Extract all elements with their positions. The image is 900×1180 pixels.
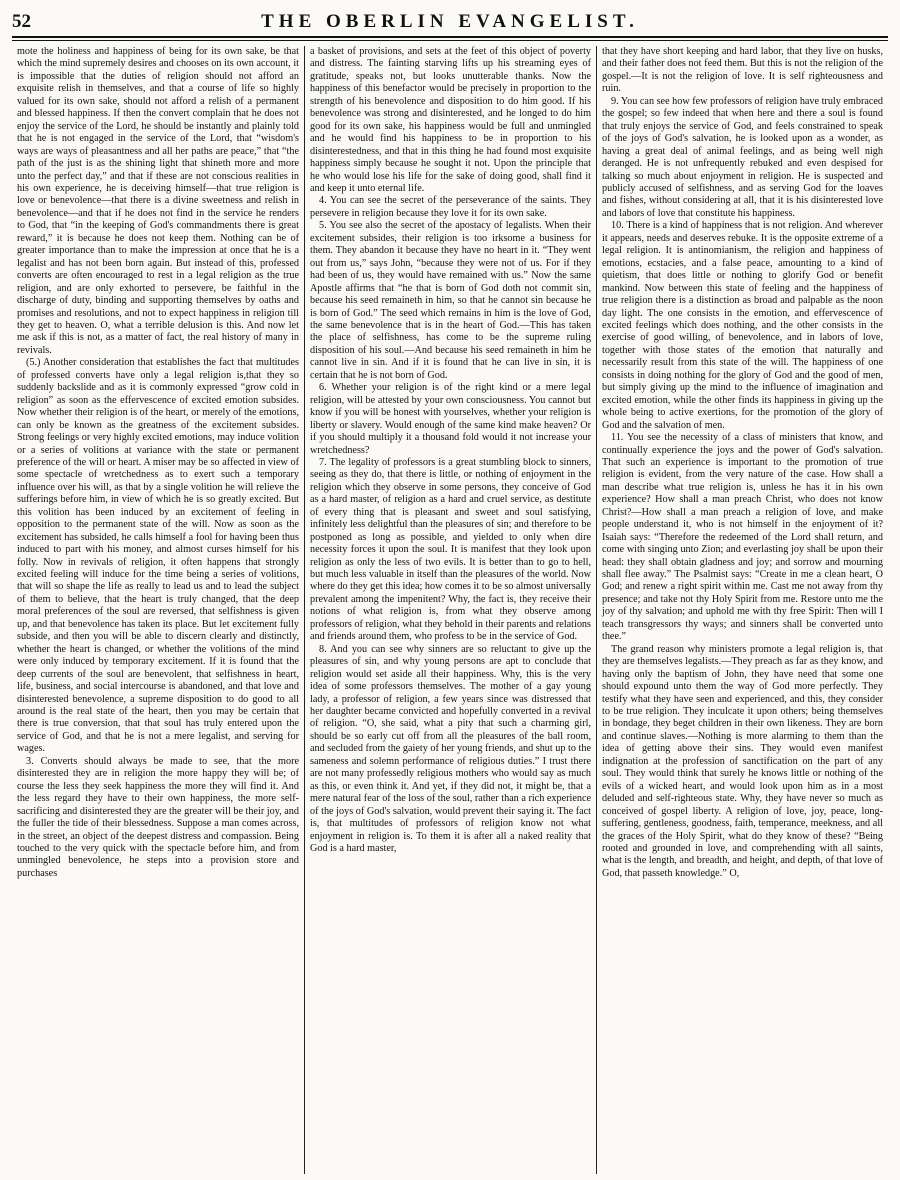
paragraph: 7. The legality of professors is a great stumbling block to sinners, seeing as they do, that there is little, or nothing of enjoyment in the religion which they observe in some persons, they conceive of God as a hard master, of religion as a hard and cruel service, as destitute of every thing that is pleasant and sweet and soul satisfying, infinitely less delightful than the pleasures of sin; and therefore to be postponed as long as possible, and yielded to only when dire necessity forces it upon the soul. It is manifest that they look upon religion as only the less of two evils. It is better than to go to hell, but much less valuable in itself than the pleasures of the world. Now where do they get this idea; how comes it to be so almost universally prevalent among the impenitent? Why, the fact is, they receive their notions of what religion is, from what they observe among professors of religion, what they behold in their parents and relations and friends around them, who profess to be in the service of God. xyxy=(310,456,591,643)
masthead-title: THE OBERLIN EVANGELIST. xyxy=(261,11,639,32)
paragraph: 5. You see also the secret of the apostacy of legalists. When their excitement subsides, their religion is too irksome a business for them. They abandon it because they have no heart in it. “They went out from us,” says John, “because they were not of us. For if they had been of us, they would have remained with us.” Now the same Apostle affirms that “he that is born of God doth not commit sin, because his seed remaineth in him, so that he cannot sin because he is born of God.” The seed which remains in him is the love of God, the same benevolence that is in the heart of God.—This has taken the place of selfishness, has come to be the supreme ruling disposition of his soul.—And because his seed remaineth in him he cannot live in sin. And if it is found that he can live in sin, it is certain that he is not born of God. xyxy=(310,220,591,381)
page-number: 52 xyxy=(12,11,31,32)
paragraph: 10. There is a kind of happiness that is not religion. And wherever it appears, needs and deserves rebuke. It is the opposite extreme of a legal religion. It is antinomianism, the religion and happiness of emotions, ecstacies, and a false peace, amounting to a kind of quietism, that does little or nothing to glorify God or benefit mankind. Now between this state of feeling and the happiness of true religion there is a distinction as broad and palpable as the noon day light. The one consists in the emotion, and effervescence of excited feelings which does nothing, and the other consists in the exercise of good willing, of benevolence, and in labors of love, together with those states of the emotion that naturally and necessarily result from this state of the will. The happiness of one consists in doing nothing for the glory of God and the good of men, but simply giving up the mind to the influence of imagination and excited emotion, while the other finds its happiness in giving up the whole being to active exertions, for the promotion of the glory of God and the salvation of men. xyxy=(602,220,883,431)
column-middle xyxy=(304,46,596,1174)
paragraph: 6. Whether your religion is of the right kind or a mere legal religion, will be attested by your own consciousness. You cannot but know if you will be honest with yourselves, whether your religion is liberty or slavery. Would enough of the same kind make heaven? Or if you should multiply it a thousand fold would it not increase your wretchedness? xyxy=(310,382,591,456)
paragraph: that they have short keeping and hard labor, that they live on husks, and their father does not feed them. But this is not the religion of the gospel.—It is not the religion of love. It is self righteousness and ruin. xyxy=(602,46,883,95)
column-right xyxy=(596,46,888,1174)
paragraph: 3. Converts should always be made to see, that the more disinterested they are in religion the more happy they will be; of course the less they seek happiness the more they will find it. And the less regard they have to their own happiness, the more self-sacrificing and disinterested they are the greater will be their joy, and the fuller the tide of their blessedness. Suppose a man comes across, in the street, an object of the deepest distress and compassion. Being touched to the very quick with the spectacle before him, and from unmingled benevolence, he steps into a provision store and purchases xyxy=(17,755,299,879)
page-header xyxy=(12,12,888,38)
paragraph: The grand reason why ministers promote a legal religion is, that they are themselves legalists.—They preach as far as they know, and having only the baptism of John, they have need that some one should expound unto them the way of God more perfectly. They testify what they have seen and experienced, and this, they consider to be true religion. They inculcate it upon others; being themselves in bondage, they beget children in their own likeness. They are born and continue slaves.—Nothing is more alarming to them than the idea of getting above their sins. They would even manifest indignation at the profession of sanctification on the part of any soul. They would think that surely he knows little or nothing of the evils of a wicked heart, and would look upon him as in a most deluded and self-righteous state. Why, they have never so much as conceived of gospel liberty. A religion of love, joy, peace, long-suffering, gentleness, goodness, faith, temperance, meekness, and all the graces of the Holy Spirit, what do they know of these? “Being rooted and grounded in love, and comprehending with all saints, what is the length, and breadth, and height, and depth, of that love of God, that passeth knowledge.” O, xyxy=(602,643,883,879)
paragraph: mote the holiness and happiness of being for its own sake, be that which the mind supremely desires and chooses on its own account, it is impossible that the duties of religion should not afford an exquisite relish in themselves, and that a course of life so highly valued for its own sake, should not afford a relish of a permanent and blessed happiness. If then the convert complain that he does not enjoy the service of the Lord, he should be instantly and plainly told that he is not engaged in the service of the Lord, that “wisdom's ways are ways of pleasantness and all her paths are peace,” that “the path of the just is as the shining light that shineth more and more unto the perfect day,” and that if these are not conscious realities in his own experience, he is deceiving himself—that true religion is love or benevolence—that there is a divine sweetness and relish in benevolence—and that if he does not find in the service he renders to God, that “in the keeping of God's commandments there is great reward,” it is because he does not keep them. Nothing can be of greater importance than to make the impression at once that he is a legalist and has not been born again. But instead of this, professed converts are often encouraged to rest in a legal religion as the true religion, and are only exhorted to persevere, be faithful in the discharge of duty, binding and supporting themselves by oaths and promises and resolutions, and not to expect happiness in religion till they get to heaven. O, what a terrible delusion is this. And now let me ask if this is not, as a matter of fact, the real history of many in revivals. xyxy=(17,46,299,356)
article-columns xyxy=(12,46,888,1174)
header-rule xyxy=(12,40,888,41)
paragraph: 9. You can see how few professors of religion have truly embraced the gospel; so few indeed that when here and there a soul is found that truly enjoys the service of God, and feels constrained to speak of the joys of God's salvation, he is looked upon as a wonder, as having a great deal of animal feelings, and as being well nigh deranged. He is not unfrequently rebuked and even despised for talking so much about enjoyment in religion. He is suspected and publicly accused of selfishness, and as serving God for the loaves and fishes, without considering at all, that it is his disinterested love and labors of love that constitute his happiness. xyxy=(602,95,883,219)
paragraph: a basket of provisions, and sets at the feet of this object of poverty and distress. The fainting starving lifts up his streaming eyes of gratitude, speaks not, but looks unutterable thanks. Now the happiness of this benefactor would be precisely in proportion to the strength of his benevolence and disposition to do him good. If his benevolence was strong and disinterested, and he longed to do him good for its own sake, his happiness would be full and unmingled and he would find his happiness to be in proportion to his disinterestedness, and that in this thing he had found most exquisite happiness simply because he sought it not. Upon the principle that he who would lose his life for the sake of doing good, shall find it and keep it unto eternal life. xyxy=(310,46,591,194)
paragraph: 11. You see the necessity of a class of ministers that know, and continually experience the joys and the power of God's salvation. That such an experience is important to the promotion of true religion is evident, from the very nature of the case. How shall a man describe what true religion is, unless he has it in his own experience? How shall a man preach Christ, who does not know Christ?—How shall a man preach a religion of love, and make people understand it, who is not himself in the enjoyment of it? Isaiah says: “Therefore the redeemed of the Lord shall return, and come with singing unto Zion; and everlasting joy shall be upon their head: they shall obtain gladness and joy; and sorrow and mourning shall flee away.” The Psalmist says: “Create in me a clean heart, O God; and renew a right spirit within me. Cast me not away from thy presence; and take not thy Holy Spirit from me. Restore unto me the joy of thy salvation; and uphold me with thy free Spirit: Then will I teach transgressors thy ways; and sinners shall be converted unto thee.” xyxy=(602,432,883,643)
paragraph: 4. You can see the secret of the perseverance of the saints. They persevere in religion because they love it for its own sake. xyxy=(310,195,591,219)
paragraph: (5.) Another consideration that establishes the fact that multitudes of professed converts have only a legal religion is,that they so suddenly backslide and as it is commonly expressed “grow cold in religion” as soon as the effervescence of excited emotion subsides. Now whether their religion is of the heart, or merely of the emotions, can only be known as the greatness of the excitement subsides. Strong feelings or very highly excited emotions, may induce volition or a series of volitions at variance with the state or permanent preference of the will or heart. A miser may be so affected in view of some spectacle of wretchedness as to exert such a temporary influence over his will, as that by a single volition he will relieve the sufferings before him, in view of which he is so greatly excited. But this volition has been induced by an excitement of feeling in opposition to the permanent state of the will. Now as soon as the excitement has subsided, he calls himself a fool for having been thus induced to part with his money, and almost curses himself for his folly. Now in revivals of religion, it often happens that strongly excited feeling will induce for the time being a series of volitions, that will so shape the life as really to lead us and to lead the subject of them to believe, that the heart is truly changed, that the deep moral preferences of the soul are reversed, that selfishness is given up, and that benevolence has taken its place. But let excitement fully subside, and then you will be able to discern clearly and distinctly, whether the heart is changed, or whether the volitions of the mind were only induced by temporary excitement. If it is found that the deep currents of the soul are benevolent, that selfishness in heart, life, business, and social intercourse is abandoned, and that love and disinterested benevolence, a supreme disposition to do good to all around is the real state of the heart, then you may be certain that there is true conversion, that that soul has truly entered upon the service of God, and that he is not a mere legalist, and serving for wages. xyxy=(17,357,299,755)
column-left xyxy=(12,46,304,1174)
paragraph: 8. And you can see why sinners are so reluctant to give up the pleasures of sin, and why young persons are apt to conclude that religion would set aside all their happiness. Why, this is the very idea of some professors themselves. The mother of a gay young lady, a professor of religion, a few years since was distressed that her daughter became convicted and hopefully converted in a revival of religion. “O, she said, what a pity that such a charming girl, should be so early cut off from all the pleasures of the ball room, and secluded from the gaiety of her young friends, and shut up to the sameness and solemn performance of religious duties.” I trust there are not many professedly religious mothers who would say as much as this, or even think it. And yet, if they did not, it might be, that a mere natural fear of the loss of the soul, rather than a rich experience of the joys of God's salvation, would prevent their saying it. The fact is, that multitudes of professors of religion know not what enjoyment in religion is. To them it is after all a naked reality that God is a hard master, xyxy=(310,643,591,854)
